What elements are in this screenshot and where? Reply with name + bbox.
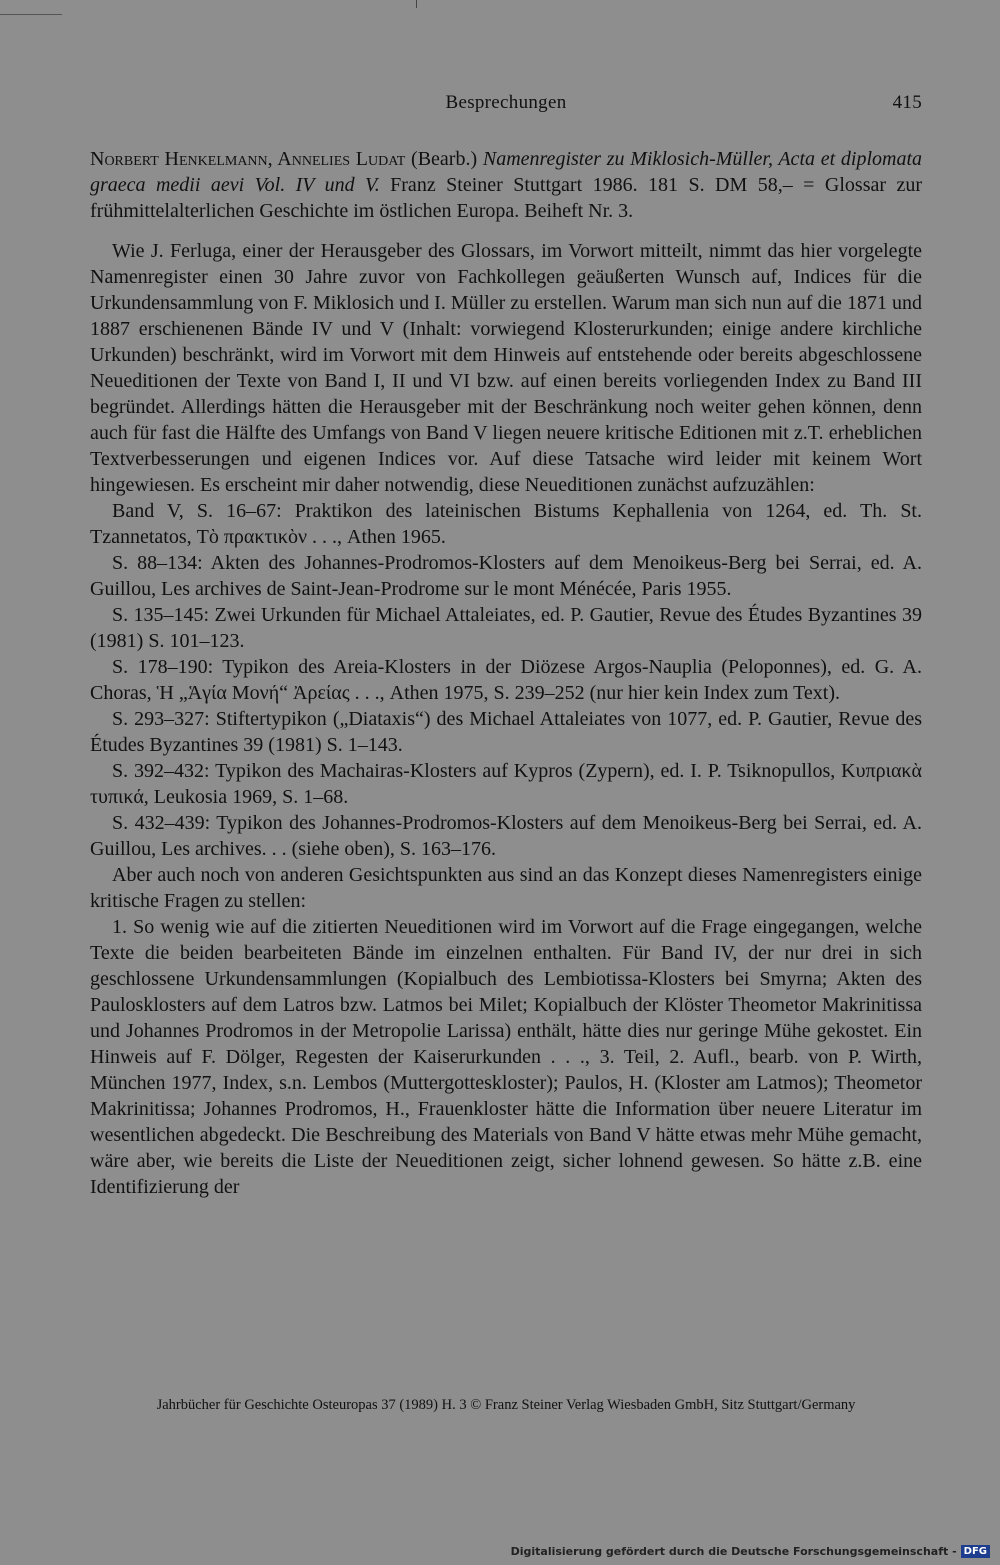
review-role: (Bearb.) xyxy=(405,148,483,170)
point-one-paragraph: 1. So wenig wie auf die zitierten Neueditionen wird im Vorwort auf die Frage eingegangen, welche Texte die beiden bearbeiteten Bände im einzelnen enthalten. Für Band IV, der nur drei in sich geschlossene Urkundensammlungen (Kopialbuch des Lembiotissa-Klosters bei Smyrna; Akten des Paulosklosters auf dem Latros bzw. Latmos bei Milet; Kopialbuch der Klöster Theometor Makrinitissa und Johannes Prodromos in der Metropolie Larissa) enthält, hätte dies nur geringe Mühe gekostet. Ein Hinweis auf F. Dölger, Regesten der Kaiserurkunden . . ., 3. Teil, 2. Aufl., bearb. von P. Wirth, München 1977, Index, s.n. Lembos (Muttergotteskloster); Paulos, H. (Kloster am Latmos); Theometor Makrinitissa; Johannes Prodromos, H., Frauenkloster hätte die Information über neuere Literatur im wesentlichen abgedeckt. Die Beschreibung des Materials von Band V hätte etwas mehr Mühe gemacht, wäre aber, wie bereits die Liste der Neueditionen zeigt, sicher lohnend gewesen. So hätte z.B. eine Identifizierung der xyxy=(90,916,922,1198)
edition-entry: S. 392–432: Typikon des Machairas-Klosters auf Kypros (Zypern), ed. I. P. Tsiknopullos, Κυπριακὰ τυπικά, Leukosia 1969, S. 1–68. xyxy=(90,760,922,808)
dfg-notice-bar xyxy=(511,1543,990,1559)
running-head xyxy=(90,92,922,118)
edition-entry: S. 135–145: Zwei Urkunden für Michael Attaleiates, ed. P. Gautier, Revue des Études Byzantines 39 (1981) S. 101–123. xyxy=(90,604,922,652)
scan-corner-mark xyxy=(0,14,62,15)
edition-entry: S. 88–134: Akten des Johannes-Prodromos-Klosters auf dem Menoikeus-Berg bei Serrai, ed. A. Guillou, Les archives de Saint-Jean-Prodrome sur le mont Ménécée, Paris 1955. xyxy=(90,552,922,600)
edition-entry: S. 178–190: Typikon des Areia-Klosters in der Diözese Argos-Nauplia (Peloponnes), ed. G. A. Choras, Ἡ „Ἁγία Μονή“ Ἀρείας . . ., Athen 1975, S. 239–252 (nur hier kein Index zum Text). xyxy=(90,656,922,704)
scan-mark xyxy=(416,0,417,8)
edition-entry: S. 293–327: Stiftertypikon („Diataxis“) des Michael Attaleiates von 1077, ed. P. Gautier, Revue des Études Byzantines 39 (1981) S. 1–143. xyxy=(90,708,922,756)
review-authors: Norbert Henkelmann, Annelies Ludat xyxy=(90,148,406,170)
dfg-notice-text: Digitalisierung gefördert durch die Deutsche Forschungsgemeinschaft - xyxy=(510,1544,957,1558)
edition-entry: Band V, S. 16–67: Praktikon des lateinischen Bistums Kephallenia von 1264, ed. Th. St. Tzannetatos, Τὸ πρακτικὸν . . ., Athen 1965. xyxy=(90,500,922,548)
review-book-title: Namenregister zu Miklosich-Müller, Acta et diplomata graeca medii aevi Vol. IV und V. xyxy=(90,148,922,196)
journal-footer: Jahrbücher für Geschichte Osteuropas 37 (1989) H. 3 © Franz Steiner Verlag Wiesbaden GmbH, Sitz Stuttgart/Germany xyxy=(156,1397,856,1413)
dfg-logo: DFG xyxy=(961,1545,990,1558)
intro-paragraph: Wie J. Ferluga, einer der Herausgeber des Glossars, im Vorwort mitteilt, nimmt das hier vorgelegte Namenregister einen 30 Jahre zuvor von Fachkollegen geäußerten Wunsch auf, Indices für die Urkundensammlung von F. Miklosich und I. Müller zu erstellen. Warum man sich nun auf die 1871 und 1887 erschienenen Bände IV und V (Inhalt: vorwiegend Klosterurkunden; einige andere kirchliche Urkunden) beschränkt, wird im Vorwort mit dem Hinweis auf entstehende oder bereits abgeschlossene Neueditionen der Texte von Band I, II und VI bzw. auf einen bereits vorliegenden Index zu Band III begründet. Allerdings hätten die Herausgeber mit der Beschränkung noch weiter gehen können, denn auch für fast die Hälfte des Umfangs von Band V liegen neuere kritische Editionen mit z.T. erheblichen Textverbesserungen und eigenen Indices vor. Auf diese Tatsache wird leider mit keinem Wort hingewiesen. Es erscheint mir daher notwendig, diese Neueditionen zunächst aufzuzählen: xyxy=(90,240,922,496)
page-number: 415 xyxy=(892,92,922,113)
review-publication: Franz Steiner Stuttgart 1986. 181 S. DM 58,– = Glossar zur frühmittelalterlichen Geschichte im östlichen Europa. Beiheft Nr. 3. xyxy=(90,174,923,222)
edition-entry: S. 432–439: Typikon des Johannes-Prodromos-Klosters auf dem Menoikeus-Berg bei Serrai, ed. A. Guillou, Les archives. . . (siehe oben), S. 163–176. xyxy=(90,812,922,860)
running-head-title: Besprechungen xyxy=(445,92,567,113)
review-heading xyxy=(90,146,922,224)
questions-paragraph: Aber auch noch von anderen Gesichtspunkten aus sind an das Konzept dieses Namenregisters einige kritische Fragen zu stellen: xyxy=(90,864,922,912)
article-body xyxy=(90,146,922,1200)
